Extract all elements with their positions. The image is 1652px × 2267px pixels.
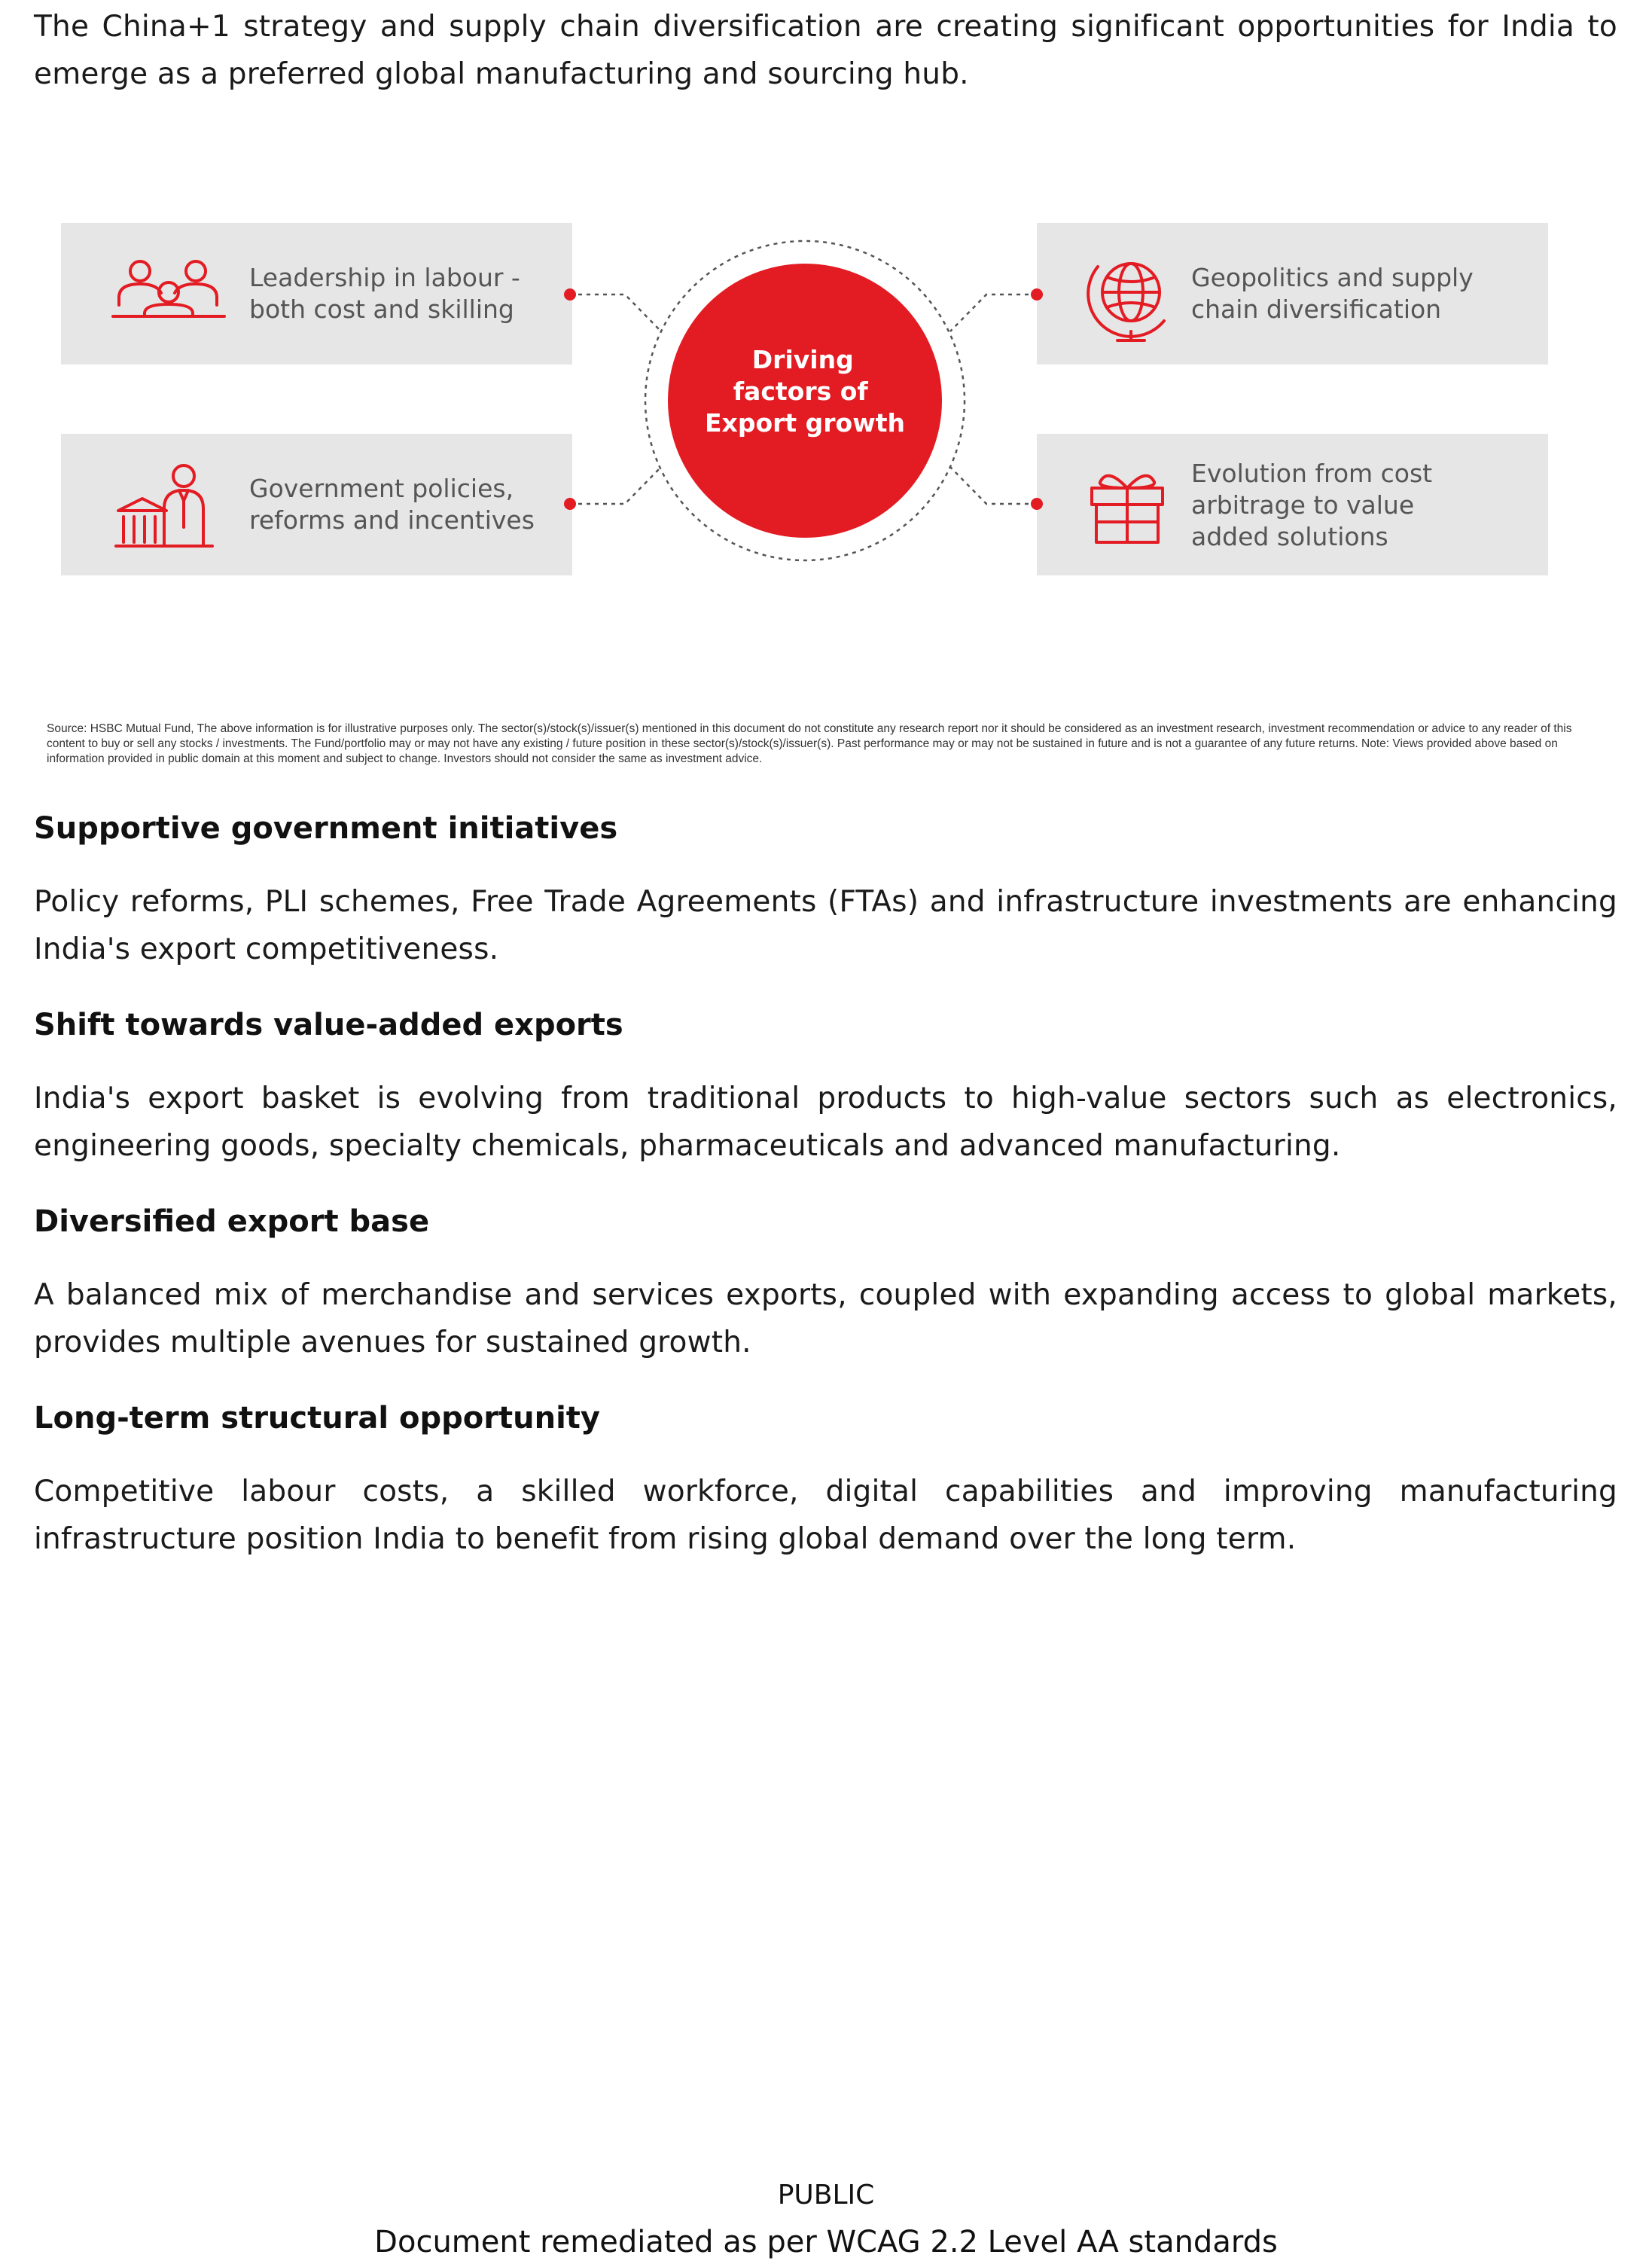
connector-dot xyxy=(564,288,576,301)
center-text-line: Driving xyxy=(751,345,854,374)
factor-text-line: both cost and skilling xyxy=(249,294,514,324)
connector-dot xyxy=(1031,288,1043,301)
section-heading: Supportive government initiatives xyxy=(34,811,618,846)
center-text-line: Export growth xyxy=(705,408,905,438)
factor-text-line: Government policies, xyxy=(249,474,514,503)
connector-dot xyxy=(1031,498,1043,510)
factor-text-line: Leadership in labour - xyxy=(249,263,520,292)
connector-dot xyxy=(564,498,576,510)
factor-text-line: Geopolitics and supply xyxy=(1191,263,1474,292)
section-heading: Long-term structural opportunity xyxy=(34,1401,600,1436)
section-body: A balanced mix of merchandise and services exports, coupled with expanding access to global markets, provides multiple avenues for sustained growth. xyxy=(34,1278,1617,1359)
section-body: Policy reforms, PLI schemes, Free Trade Agreements (FTAs) and infrastructure investments are enhancing India's export competitiveness. xyxy=(34,885,1617,966)
factor-text-line: chain diversification xyxy=(1191,294,1442,324)
factor-text-line: added solutions xyxy=(1191,522,1388,551)
section-heading: Diversified export base xyxy=(34,1204,430,1239)
remediation-note: Document remediated as per WCAG 2.2 Level AA standards xyxy=(374,2225,1278,2259)
classification-label: PUBLIC xyxy=(777,2180,875,2211)
export-growth-infographic xyxy=(0,0,1652,723)
factor-text-line: arbitrage to value xyxy=(1191,490,1415,520)
source-disclaimer: Source: HSBC Mutual Fund, The above information is for illustrative purposes only. The sector(s)/stock(s)/issuer(s) mentioned in this document do not constitute any research report nor it should be considered as an investment research, investment recommendation or advice to any reader of this content to buy or sell any stocks / investments. The Fund/portfolio may or may not have any existing / future position in these sector(s)/stock(s)/issuer(s). Past performance may or may not be sustained in future and is not a guarantee of any future returns. Note: Views provided above based on information provided in public domain at this moment and subject to change. Investors should not consider the same as investment advice. xyxy=(47,722,1572,765)
section-body: India's export basket is evolving from traditional products to high-value sectors such as electronics, engineering goods, specialty chemicals, pharmaceuticals and advanced manufacturing. xyxy=(34,1082,1617,1163)
factor-text-line: Evolution from cost xyxy=(1191,459,1433,488)
intro-paragraph: The China+1 strategy and supply chain diversification are creating significant opportunities for India to emerge as a preferred global manufacturing and sourcing hub. xyxy=(34,10,1617,91)
factor-box-leadership xyxy=(61,223,572,365)
factor-text-line: reforms and incentives xyxy=(249,505,535,535)
section-body: Competitive labour costs, a skilled workforce, digital capabilities and improving manufacturing infrastructure position India to benefit from rising global demand over the long term. xyxy=(34,1475,1617,1556)
factor-box-government xyxy=(61,434,572,575)
center-text-line: factors of xyxy=(733,377,868,406)
section-heading: Shift towards value-added exports xyxy=(34,1008,623,1042)
